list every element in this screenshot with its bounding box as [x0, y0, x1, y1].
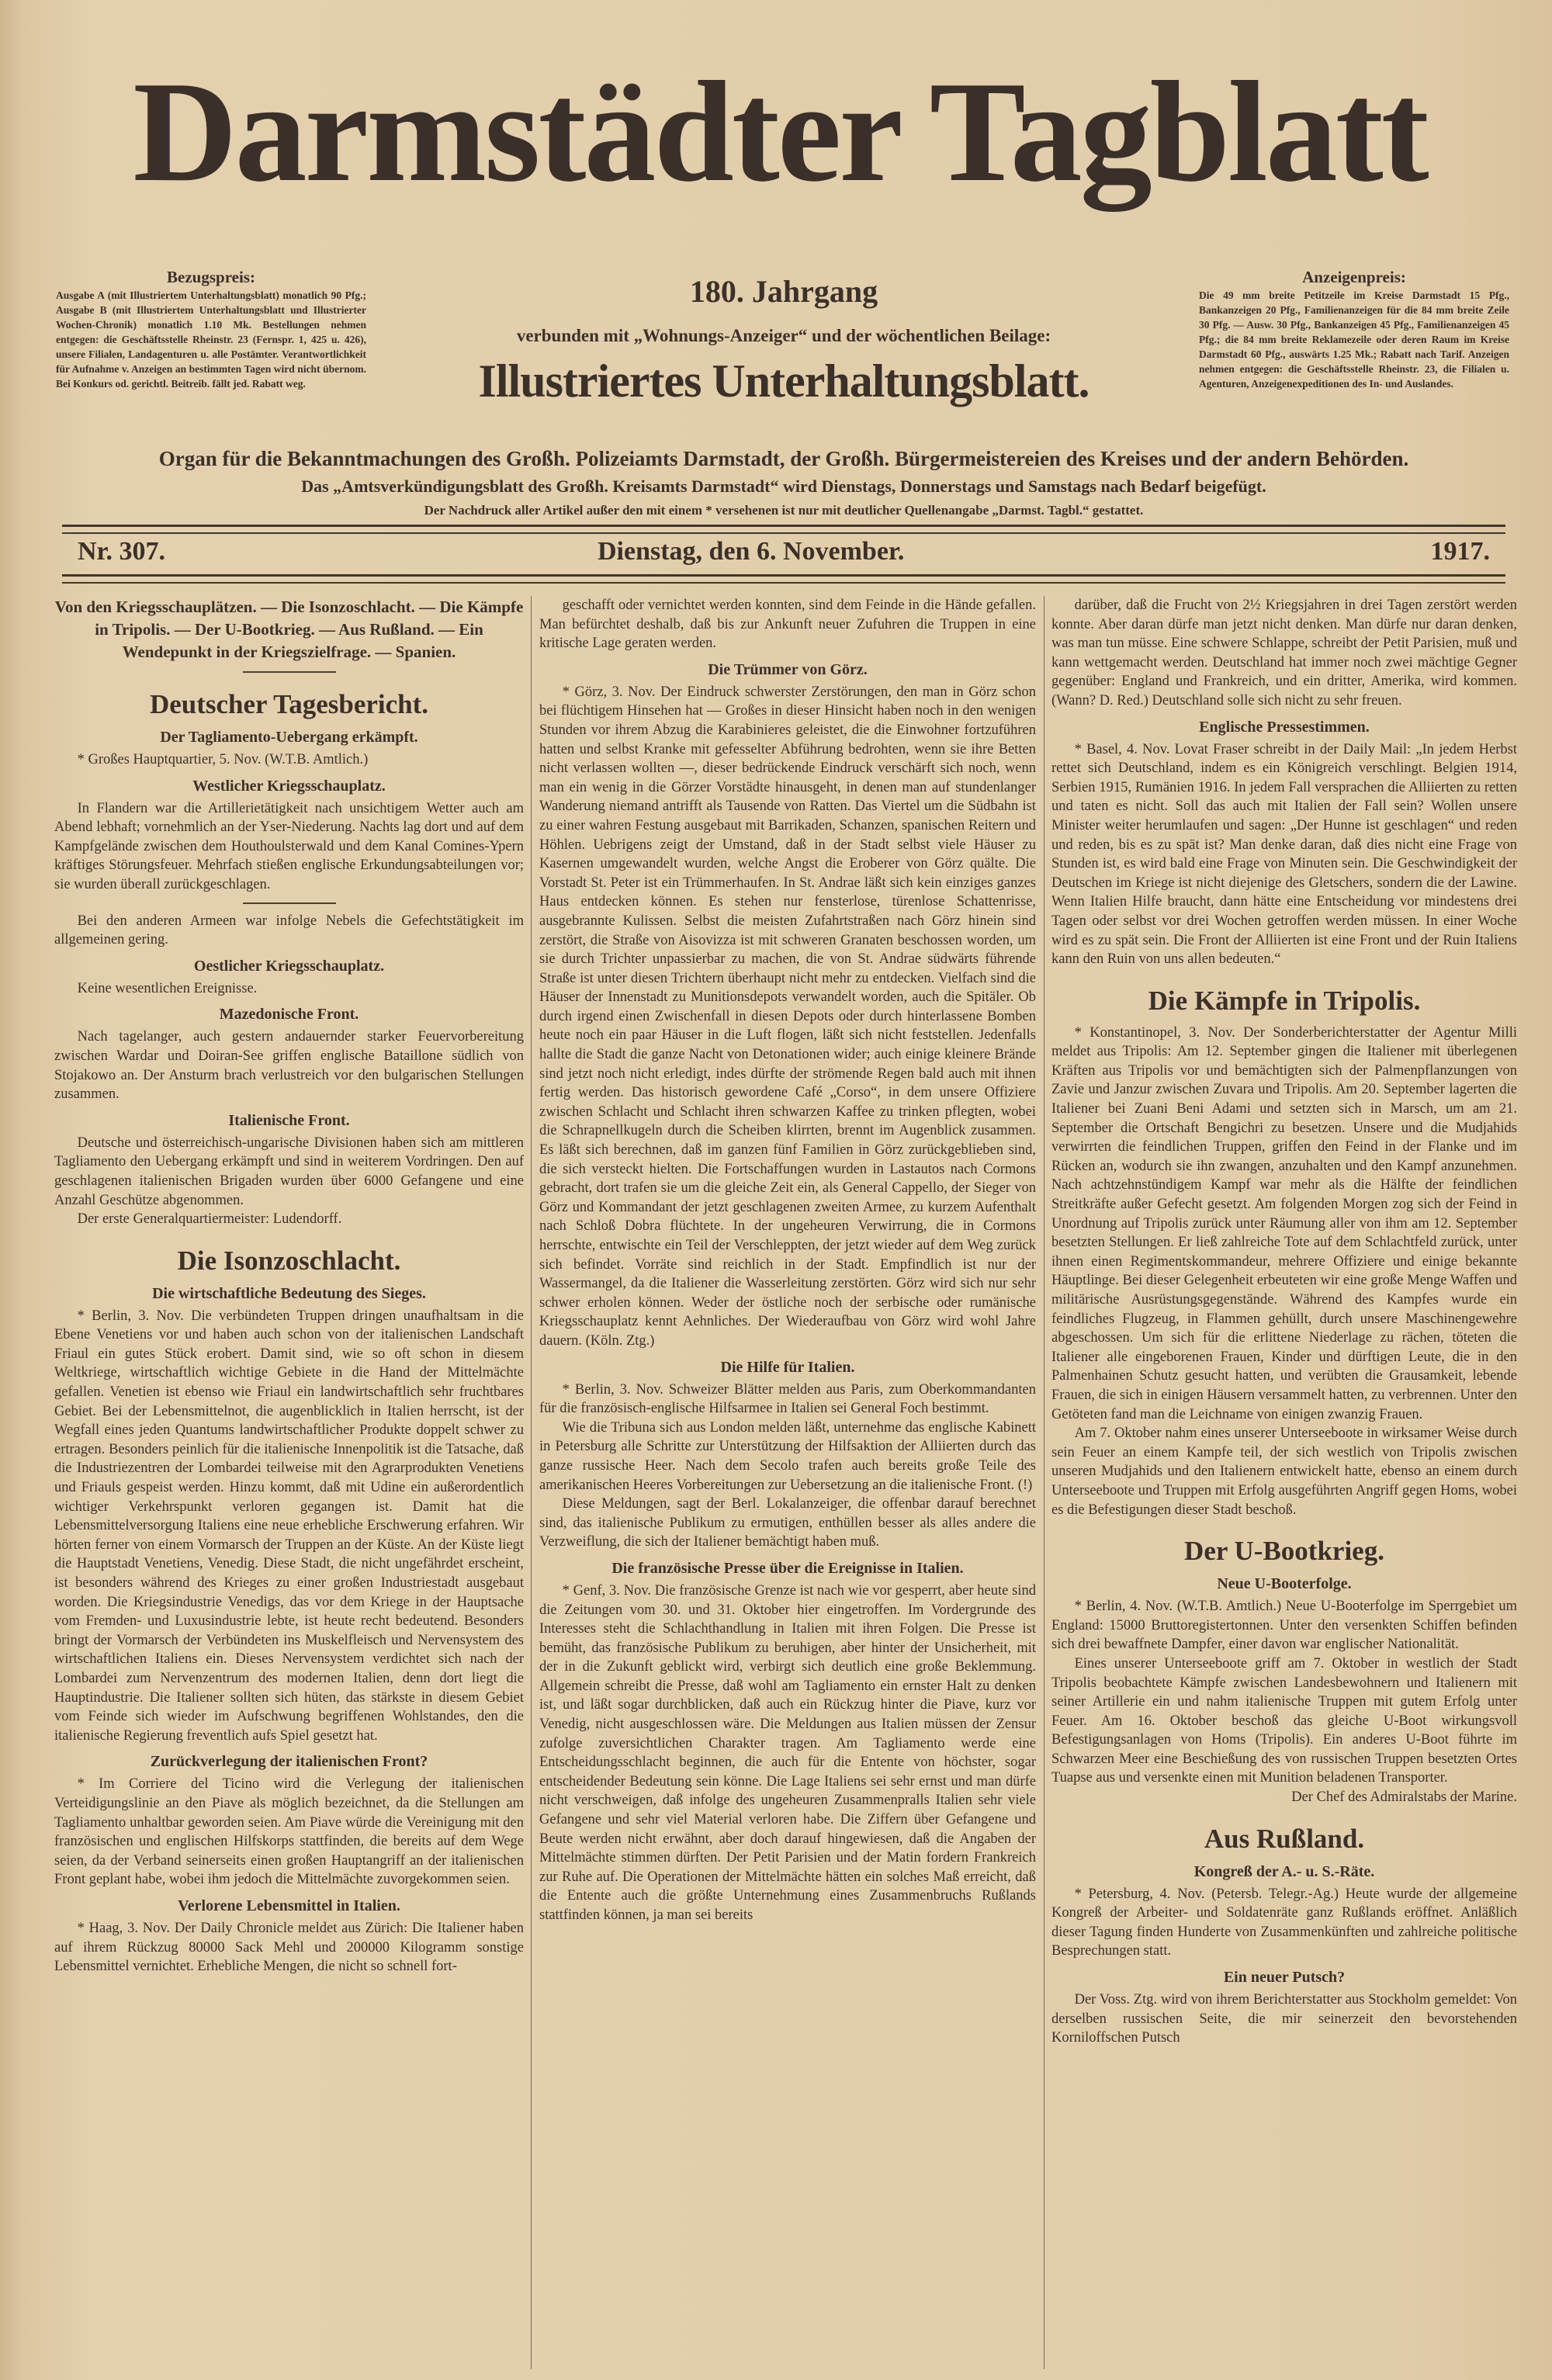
ad-price-heading: Anzeigenpreis:	[1302, 268, 1406, 286]
article-paragraph: * Basel, 4. Nov. Lovat Fraser schreibt in der Daily Mail: „In jedem Herbst rettet sich Deutschland, indem es ein Königreich verschlingt. Belgien 1914, Serbien 1915, Rumänien 1916. In jedem Fall versprachen die Alliierten zu retten und taten es nicht. Soll das auch mit Italien der Fall sein? Wollen unsere Minister weiter herumlaufen und sagen: „Der Hunne ist geschlagen“ und reden und reden, bis es zu spät ist? Man denke daran, daß dies nicht eine Frage von Stunden ist, es wird bald eine Frage von Minuten sein. Die Geschwindigkeit der Deutschen im Kriege ist nicht diejenige des Gletschers, sondern die der Lawine. Wenn Italien Hilfe braucht, dann hätte eine Entscheidung vor mindestens drei Tagen oder selbst vor drei Wochen getroffen werden müssen. In einer Woche wird es zu spät sein. Die Front der Alliierten ist eine Front und der Ruin Italiens kann den Ruin von uns allen bedeuten.“	[1051, 741, 1517, 968]
volume-label: 180. Jahrgang	[689, 274, 878, 309]
supplement-title: Illustriertes Unterhaltungsblatt.	[478, 355, 1090, 407]
article-subheading: Die Trümmer von Görz.	[708, 660, 868, 678]
column-divider	[531, 596, 532, 2369]
article-paragraph: * Genf, 3. Nov. Die französische Grenze ist nach wie vor gesperrt, aber heute sind die Zeitungen vom 30. und 31. Oktober hier eingetroffen. Im Vordergrunde des Interesses steht die Schlachthandlung in Italien mit ihren Folgen. Die Presse ist bemüht, das französische Publikum zu beruhigen, aber hinter der Unsicherheit, mit der in die Zukunft geblickt wird, verbirgt sich deutlich eine große Beklemmung. Allgemein schreibt die Presse, daß wohl am Tagliamento ein ernster Halt zu denken ist, und läßt sogar durchblicken, daß auch ein Rückzug hinter die Piave, kurz vor Venedig, nicht ausgeschlossen wäre. Die Meldungen aus Italien müssen der Zensur zufolge zuversichtlichen Charakter tragen. Am Tagliamento werde eine Entscheidungsschlacht beginnen, die auch für die Entente von höchster, sogar entscheidender Bedeutung sein könne. Die Lage Italiens sei sehr ernst und man dürfe nicht verschweigen, daß infolge des ungeheuren Zusammenpralls Italien sehr viele Gefangene und sehr viel Material verloren habe. Die Ziffern über Gefangene und Beute werden nicht erwähnt, aber doch darauf hingewiesen, daß die Angaben der Mittelmächte stimmen dürften. Der Petit Parisien und der Matin fordern Frankreich zur Ruhe auf. Die Operationen der Mittelmächte hätten ein solches Maß erreicht, daß die Entente auch die größte Unternehmung eines Zusammenbruchs Rußlands stattfinden können, ja man sei bereits	[539, 1582, 1036, 1923]
column-1	[54, 596, 524, 1976]
article-subheading: Oestlicher Kriegsschauplatz.	[193, 957, 385, 975]
article-headline: Der U-Bootkrieg.	[1184, 1536, 1384, 1567]
article-subheading: Neue U-Booterfolge.	[1217, 1575, 1352, 1593]
reprint-notice: Der Nachdruck aller Artikel außer den mit einem * versehenen ist nur mit deutlicher Quellenangabe „Darmst. Tagbl.“ gestattet.	[424, 503, 1144, 518]
article-paragraph: Eines unserer Unterseeboote griff am 7. Oktober in westlich der Stadt Tripolis beobachtete Kämpfe zwischen Landesbewohnern und Italienern mit seiner Artillerie ein und nahm italienische Truppen mit gutem Erfolg unter Feuer. Am 16. Oktober beschoß das gleiche U-Boot wirkungsvoll Befestigungsanlagen von Homs (Tripolis). Ein anderes U-Boot führte im Schwarzen Meer eine Beschießung des von russischen Truppen besetzten Ortes Tuapse aus und versenkte einen mit Munition beladenen Transporter.	[1051, 1655, 1517, 1786]
article-subheading: Mazedonische Front.	[219, 1006, 359, 1024]
article-headline: Die Kämpfe in Tripolis.	[1148, 985, 1421, 1016]
table-of-contents: Von den Kriegsschauplätzen. — Die Isonzoschlacht. — Die Kämpfe in Tripolis. — Der U-Bootkrieg. — Aus Rußland. — Ein Wendepunkt in der Kriegszielfrage. — Spanien.	[54, 598, 524, 661]
article-paragraph: * Berlin, 4. Nov. (W.T.B. Amtlich.) Neue U-Booterfolge im Sperrgebiet um England: 15000 Bruttoregistertonnen. Unter den versenkten Schiffen befinden sich drei bewaffnete Dampfer, einer davon war englischer Nationalität.	[1051, 1599, 1517, 1653]
article-headline: Die Isonzoschlacht.	[177, 1245, 401, 1276]
article-paragraph: * Petersburg, 4. Nov. (Petersb. Telegr.-Ag.) Heute wurde der allgemeine Kongreß der Arbeiter- und Soldatenräte ganz Rußlands eröffnet. Anläßlich dieser Tagung finden Hunderte von Zusammenkünften und zahlreiche politische Besprechungen statt.	[1051, 1886, 1517, 1959]
article-subheading: Zurückverlegung der italienischen Front?	[150, 1753, 428, 1771]
column-3	[1051, 596, 1517, 2048]
article-paragraph: darüber, daß die Frucht von 2½ Kriegsjahren in drei Tagen zerstört werden konnte. Aber daran dürfe man jetzt nicht denken. Man dürfe nur daran denken, was man tun müsse. Eine schwere Schlappe, schreibt der Petit Parisien, muß und kann wettgemacht werden. Deutschland hat immer noch zwei mächtige Gegner gegenüber: England und Frankreich, und ein dritter, Amerika, wird kommen. (Wann? D. Red.) Deutschland solle sich nicht zu sehr freuen.	[1051, 598, 1517, 708]
article-paragraph: Bei den anderen Armeen war infolge Nebels die Gefechtstätigkeit im allgemeinen gering.	[54, 913, 524, 948]
article-subheading: Die Hilfe für Italien.	[720, 1358, 855, 1376]
ad-price-box	[1199, 270, 1509, 391]
article-headline: Deutscher Tagesbericht.	[149, 689, 429, 719]
article-signature: Der Chef des Admiralstabs der Marine.	[1291, 1789, 1517, 1806]
article-paragraph: Deutsche und österreichisch-ungarische Divisionen haben sich am mittleren Tagliamento den Uebergang erkämpft und sind in weiterem Vordringen. Den auf geschlagenen italienischen Brigaden wurden über 6000 Gefangene und eine Anzahl Geschütze abgenommen.	[54, 1135, 524, 1208]
article-paragraph: * Konstantinopel, 3. Nov. Der Sonderberichterstatter der Agentur Milli meldet aus Tripolis: Am 12. September gingen die Italiener mit überlegenen Kräften aus Tripolis vor und bemächtigten sich der Palmenpflanzungen von Zavie und Janzur zwischen Zuvara und Tripolis. Am 20. September lagerten die Italiener bei Zuani Beni Adami und setzten sich in Marsch, um am 21. September die Ortschaft Bengichri zu besetzen. Unsere und die Mudjahids verwirrten die feindlichen Truppen, griffen den Feind in der Flanke und im Rücken an, wodurch sie ihn zwangen, anzuhalten und den Kampf anzunehmen. Nach achtzehnstündigem Kampf war mehr als die Hälfte der feindlichen Streitkräfte außer Gefecht gesetzt. Am folgenden Morgen zog sich der Feind in Unordnung auf Tripolis zurück unter Räumung aller von ihm am 12. September besetzten Stellungen. Er ließ zahlreiche Tote auf dem Schlachtfeld zurück, unter ihnen einen Regimentskommandeur, mehrere Offiziere und einige bekannte Häuptlinge. Bei dieser Gelegenheit erbeuteten wir eine große Menge Waffen und militärische Ausrüstungsgegenstände. Während des Kampfes wurde ein feindliches Flugzeug, in Flammen gehüllt, durch unsere Maschinengewehre abgeschossen. Um sich für die erlittene Niederlage zu rächen, töteten die Italiener alle eingeborenen Frauen, Kinder und dürftigen Leute, die in den Palmenhainen Schutz gesucht hatten, und verübten die Grausamkeit, lebende Frauen, die sich in einigen Häusern versammelt hatten, zu verbrennen. Unter den Getöteten fand man die Leichname von einigen zwanzig Frauen.	[1051, 1024, 1518, 1422]
article-paragraph: * Berlin, 3. Nov. Die verbündeten Truppen dringen unaufhaltsam in die Ebene Venetiens vor und haben auch schon von der italienischen Landschaft Friaul ein gutes Stück erobert. Damit sind, wie so oft schon in diesem Weltkriege, wirtschaftlich wichtige Gebiete in die Hand der Mittelmächte gefallen. Venetien ist ebenso wie Friaul ein landwirtschaftlich sehr fruchtbares Gebiet. Bei der Lebensmittelnot, die augenblicklich in Italien herrscht, ist der Wegfall eines jeden Quantums landwirtschaftlicher Produkte doppelt schwer zu ertragen. Besonders peinlich für die italienische Innenpolitik ist die Tatsache, daß die Industriezentren der Lombardei teilweise mit den Agrarprodukten Venetiens und Friauls gespeist werden. Hinzu kommt, daß mit Udine ein außerordentlich wichtiger Verkehrspunkt verloren gegangen ist. Damit hat die Lebensmittelversorgung Italiens eine neue erhebliche Erschwerung erfahren. Wir hörten ferner von einem Vormarsch der Truppen an der Küste. An der Küste liegt die Hauptstadt Venetiens, Venedig. Diese Stadt, die nicht ungefährdet erscheint, ist besonders während des Krieges zu einer großen Industriestadt ausgebaut worden. Die Kriegsindustrie Venedigs, das vor dem Kriege in der Hauptsache vom Fremden- und Luxusindustrie lebte, ist heute recht bedeutend. Besonders bringt der Vormarsch der Verbündeten ins Muskelfleisch und Nervensystem des wirtschaftlichen Italiens ein. Dieses Nervensystem verdichtet sich nach der Lombardei zum Nervenzentrum des modernen Italien, denn dort liegt die Hauptindustrie. Die Italiener sollten sich hüten, das stärkste in diesem Gebiet vom Feinde sich wieder im Aufschwung begriffenen Wohlstandes, den die italienische Regierung freventlich aufs Spiel gesetzt hat.	[54, 1308, 524, 1744]
ad-price-text: Die 49 mm breite Petitzeile im Kreise Darmstadt 15 Pfg., Bankanzeigen 20 Pfg., Familienanzeigen für die 84 mm breite Zeile 30 Pfg. — Ausw. 30 Pfg., Bankanzeigen 45 Pfg., Familienanzeigen 45 Pfg.; die 84 mm breite Reklamezeile oder deren Raum im Kreise Darmstadt 60 Pfg., auswärts 1.25 Mk.; Rabatt nach Tarif. Anzeigen nehmen entgegen: die Geschäftsstelle Rheinstr. 23, die Filialen u. Agenturen, Anzeigenexpeditionen des In- und Auslandes.	[1199, 289, 1509, 390]
subscription-heading: Bezugspreis:	[167, 268, 255, 286]
section-rule	[243, 671, 336, 673]
article-subheading: Verlorene Lebensmittel in Italien.	[178, 1897, 400, 1914]
dateline	[62, 535, 1505, 568]
article-paragraph: Nach tagelanger, auch gestern andauernder starker Feuervorbereitung zwischen Wardar und Doiran-See griffen englische Bataillone südlich von Stojakowo an. Der Ansturm brach verlustreich vor den bulgarischen Stellungen zusammen.	[54, 1029, 524, 1103]
top-rule	[62, 525, 1505, 534]
column-2	[539, 596, 1036, 1925]
article-subheading: Italienische Front.	[228, 1111, 350, 1129]
article-subheading: Englische Pressestimmen.	[1199, 718, 1370, 736]
article-paragraph: * Berlin, 3. Nov. Schweizer Blätter melden aus Paris, zum Oberkommandanten für die französisch-englische Hilfsarmee in Italien sei General Foch bestimmt.	[539, 1381, 1036, 1417]
article-paragraph: Keine wesentlichen Ereignisse.	[77, 980, 258, 996]
bottom-rule	[62, 574, 1505, 584]
article-subheading: Kongreß der A.- u. S.-Räte.	[1193, 1862, 1375, 1880]
organ-line: Organ für die Bekanntmachungen des Großh. Polizeiamts Darmstadt, der Großh. Bürgermeistereien des Kreises und der andern Behörden.	[158, 447, 1409, 470]
article-paragraph: In Flandern war die Artillerietätigkeit nach unsichtigem Wetter auch am Abend lebhaft; vornehmlich an der Yser-Niederung. Nachts lag dort und auf dem Kampfgelände zwischen dem Houthoulsterwald und dem Kanal Comines-Ypern kräftiges Störungsfeuer. Mehrfach stießen englische Erkundungsabteilungen vor; sie wurden überall zurückgeschlagen.	[54, 800, 524, 892]
article-paragraph: * Im Corriere del Ticino wird die Verlegung der italienischen Verteidigungslinie an den Piave als möglich bezeichnet, da die Stellungen am Tagliamento unhaltbar geworden seien. Am Piave würde die Vereinigung mit den französischen und englischen Hilfskorps stattfinden, die bereits auf dem Wege seien, da der Verband seinerseits einen großen Hauptangriff an der italienischen Front geplant habe, wobei ihm jedoch die Mittelmächte zuvorgekommen seien.	[54, 1776, 524, 1888]
issue-date: Dienstag, den 6. November.	[598, 537, 905, 566]
article-paragraph: geschafft oder vernichtet werden konnten, sind dem Feinde in die Hände gefallen. Man befürchtet deshalb, daß bis zur Ankunft neuer Zufuhren die Truppen in eine kritische Lage geraten werden.	[539, 598, 1036, 652]
article-paragraph: * Großes Hauptquartier, 5. Nov. (W.T.B. Amtlich.)	[77, 752, 369, 767]
article-subheading: Die wirtschaftliche Bedeutung des Sieges.	[152, 1284, 426, 1302]
combined-with-line: verbunden mit „Wohnungs-Anzeiger“ und der wöchentlichen Beilage:	[516, 326, 1051, 345]
subscription-text: Ausgabe A (mit Illustriertem Unterhaltungsblatt) monatlich 90 Pfg.; Ausgabe B (mit Illustriertem Unterhaltungsblatt und Illustrierter Wochen-Chronik) monatlich 1.10 Mk. Bestellungen nehmen entgegen: die Geschäftsstelle Rheinstr. 23 (Fernspr. 1, 425 u. 426), unsere Filialen, Landagenturen u. alle Postämter. Verantwortlichkeit für Aufnahme v. Anzeigen an bestimmten Tagen wird nicht übernom. Bei Konkurs od. gerichtl. Beitreib. fällt jed. Rabatt weg.	[56, 289, 366, 390]
issue-number: Nr. 307.	[78, 537, 166, 566]
newspaper-title: Darmstädter Tagblatt	[133, 52, 1427, 212]
article-subheading: Die französische Presse über die Ereignisse in Italien.	[611, 1559, 964, 1577]
article-subheading: Westlicher Kriegsschauplatz.	[192, 777, 386, 795]
article-paragraph: Der erste Generalquartiermeister: Ludendorff.	[77, 1211, 342, 1228]
article-paragraph: * Haag, 3. Nov. Der Daily Chronicle meldet aus Zürich: Die Italiener haben auf ihrem Rückzug 80000 Sack Mehl und 200000 Kilogramm sonstige Lebensmittel vernichtet. Erhebliche Mengen, die nicht so schnell fort-	[54, 1920, 524, 1975]
subscription-price-box	[56, 270, 366, 391]
article-paragraph: * Görz, 3. Nov. Der Eindruck schwerster Zerstörungen, den man in Görz schon bei flüchtigem Hinsehen hat — Großes in dieser Hinsicht haben noch in den wenigen Stunden vor ihrem Abzug die Karabinieres geleistet, die die Einwohner fortzuführen hatten und selbst Kranke mit gefesselter Abführung bedrohten, wenn sie ihre Betten nicht verlassen wollten —, dieser bedrückende Eindruck verschärft sich noch, wenn man ein wenig in die Görzer Vorstädte hinausgeht, in denen man auf stundenlanger Wanderung niemand antrifft als Tausende von Ratten. Das Viertel um die Südbahn ist zu einer wahren Festung ausgebaut mit Barrikaden, Schanzen, spanischen Reitern und Höhlen. Uebrigens zeigt der Umstand, daß in der Stadt selbst viele Häuser zu Kasernen umgewandelt wurden, welche Angst die Eroberer von Görz quälte. Die Vorstadt St. Peter ist ein Trümmerhaufen. In St. Andrae läßt sich kein einziges ganzes Haus entdecken können. Es stehen nur fensterlose, türenlose Schattenrisse, ausgebrannte Kulissen. Selbst die meisten Zufahrtstraßen nach Görz hinein sind zerstört, die Straße von Aisovizza ist mit schweren Granaten beschossen worden, um sie durch Trichter unpassierbar zu machen, die von St. Andrae südwärts führende Straße ist unter diesen Trichtern überhaupt nicht mehr zu entdecken. Vielfach sind die Häuser der Innenstadt zu Munitionsdepots verwandelt worden, auch die Spitäler. Ob durch irgend einen Zwischenfall in diesen Depots oder durch hinterlassene Bomben heute noch ein paar Häuser in die Luft flogen, läßt sich nicht feststellen. Jedenfalls hallte die Stadt die ganze Nacht von Detonationen wider; auch einige kleinere Brände sind jetzt noch nicht erledigt, indes dürfte der strömende Regen bald auch mit ihnen fertig werden. Das historisch gewordene Café „Corso“, in dem unsere Offiziere zwischen Schlacht und Schlacht ihren schwarzen Kaffee zu trinken pflegten, wobei die Schrapnellkugeln durch die Scheiben klirrten, brennt im Augenblick zusammen. Es läßt sich berechnen, daß im ganzen fünf Familien in Görz zurückgeblieben sind, die sich versteckt hielten. Die Fortschaffungen wurden in Lastautos nach Cormons gebracht, dort trafen sie um die gleiche Zeit ein, als General Cappello, der Sieger von Görz und Kommandant der jetzt geschlagenen zweiten Armee, zu kurzem Aufenthalt nach Schloß Dobra flüchtete. In der ungeheuren Verwirrung, die in Cormons herrschte, entwischte ein Teil der Verschleppten, der jetzt wieder auf dem Weg zurück sich befindet. Vorräte sind reichlich in der Stadt. Empfindlich ist nur der Wassermangel, da die Italiener die Wasserleitung zerstörten. Görz wird sich nur sehr schwer erholen können. Weder der östliche noch der serbische oder rumänische Kriegsschauplatz kennt Aehnliches. Der Wiederaufbau von Görz wird wohl Jahre dauern. (Köln. Ztg.)	[539, 684, 1036, 1349]
article-headline: Aus Rußland.	[1204, 1823, 1365, 1854]
article-paragraph: Diese Meldungen, sagt der Berl. Lokalanzeiger, die offenbar darauf berechnet sind, das italienische Publikum zu ermutigen, enthüllen besser als alles andere die Verzweiflung, die sich der Italiener bemächtigt haben muß.	[539, 1496, 1036, 1550]
article-paragraph: Der Voss. Ztg. wird von ihrem Berichterstatter aus Stockholm gemeldet: Von derselben russischen Seite, die mir seinerzeit den bevorstehenden Korniloffschen Putsch	[1051, 1992, 1517, 2046]
article-subheading: Der Tagliamento-Uebergang erkämpft.	[160, 729, 418, 746]
issue-year: 1917.	[1430, 537, 1490, 566]
amtsblatt-line: Das „Amtsverkündigungsblatt des Großh. Kreisamts Darmstadt“ wird Dienstags, Donnerstags und Samstags nach Bedarf beigefügt.	[301, 476, 1266, 496]
section-rule	[243, 902, 336, 904]
article-subheading: Ein neuer Putsch?	[1223, 1969, 1346, 1987]
article-paragraph: Wie die Tribuna sich aus London melden läßt, unternehme das englische Kabinett in Petersburg alle Schritte zur Unterstützung der Hilfsaktion der Alliierten durch das ganze russische Heer. Nach dem Secolo trafen auch bereits große Teile des amerikanischen Heeres Vorbereitungen zur Uebersetzung an die italienische Front. (!)	[539, 1419, 1036, 1493]
article-paragraph: Am 7. Oktober nahm eines unserer Unterseeboote in wirksamer Weise durch sein Feuer an einem Kampfe teil, der sich westlich von Tripolis zwischen unseren Mudjahids und den Italienern entwickelt hatte, ebenso an einem durch Unterseeboote und Truppen mit Erfolg ausgeführten Angriff gegen Homs, wobei es die Befestigungen dieser Stadt beschoß.	[1051, 1426, 1517, 1518]
